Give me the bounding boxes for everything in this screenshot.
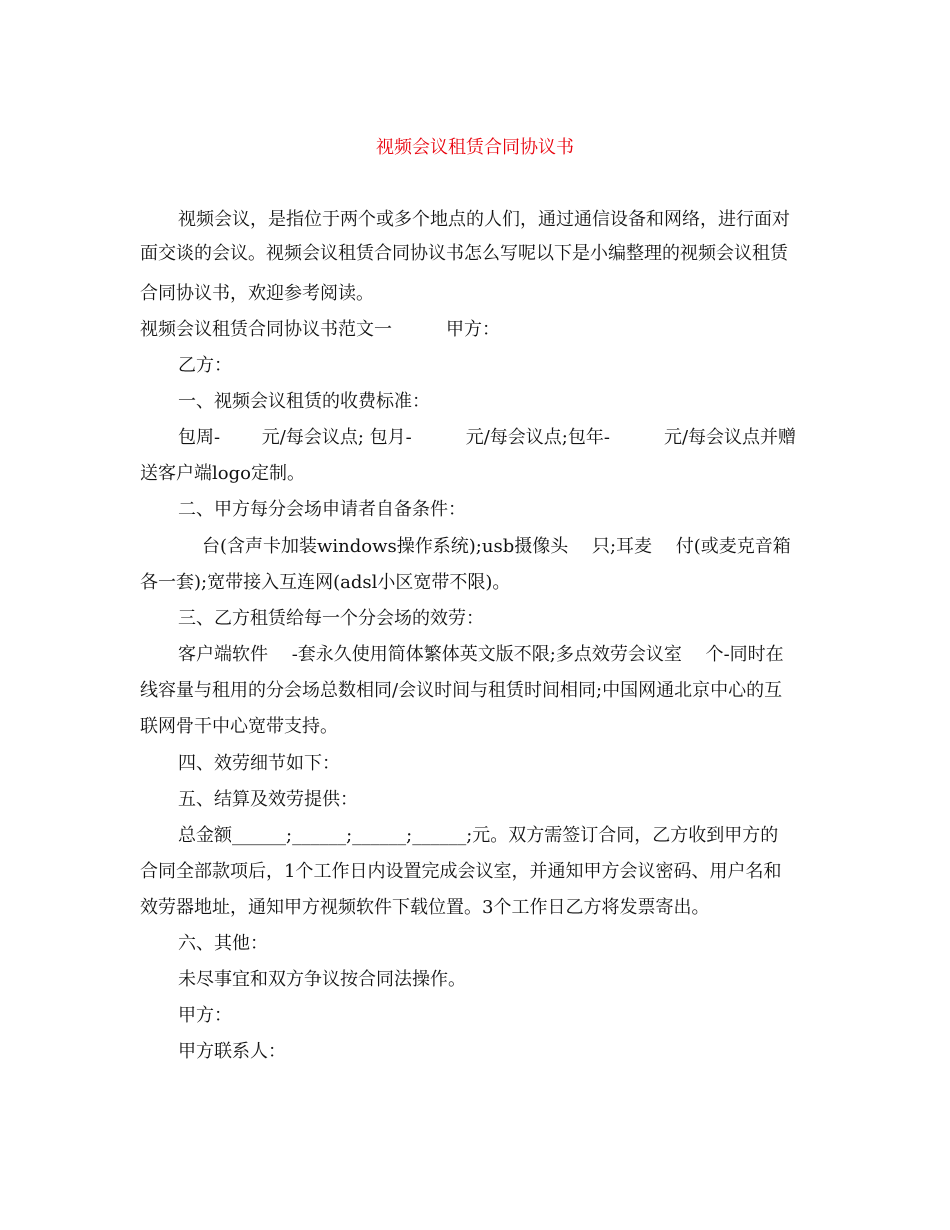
section-heading: 一、视频会议租赁的收费标准：: [178, 391, 430, 412]
paragraph-line: 面交谈的会议。视频会议租赁合同协议书怎么写呢以下是小编整理的视频会议租赁: [140, 243, 788, 264]
paragraph-line: 包周- 元/每会议点; 包月- 元/每会议点;包年- 元/每会议点并赠: [178, 427, 797, 448]
paragraph-line: 未尽事宜和双方争议按合同法操作。: [178, 969, 466, 990]
section-heading: 二、甲方每分会场申请者自备条件：: [178, 499, 466, 520]
document-title: 视频会议租赁合同协议书: [376, 137, 574, 158]
paragraph-line: 客户端软件 -套永久使用简体繁体英文版不限;多点效劳会议室 个-同时在: [178, 644, 784, 665]
paragraph-line: 总金额______;______;______;______;元。双方需签订合同，乙方收到甲方的: [178, 825, 779, 846]
paragraph-line: 合同协议书，欢迎参考阅读。: [140, 283, 374, 304]
paragraph-line: 送客户端logo定制。: [140, 463, 305, 484]
paragraph-line: 视频会议，是指位于两个或多个地点的人们，通过通信设备和网络，进行面对: [178, 209, 790, 230]
paragraph-line: 效劳器地址，通知甲方视频软件下载位置。3个工作日乙方将发票寄出。: [140, 897, 710, 918]
paragraph-line: 视频会议租赁合同协议书范文一 甲方：: [140, 319, 500, 340]
paragraph-line: 台(含声卡加装windows操作系统);usb摄像头 只;耳麦 付(或麦克音箱: [202, 536, 791, 557]
paragraph-line: 各一套);宽带接入互连网(adsl小区宽带不限)。: [140, 572, 511, 593]
signature-label: 甲方联系人：: [178, 1041, 286, 1062]
signature-label: 甲方：: [178, 1005, 232, 1026]
paragraph-line: 合同全部款项后，1个工作日内设置完成会议室，并通知甲方会议密码、用户名和: [140, 861, 782, 882]
section-heading: 三、乙方租赁给每一个分会场的效劳：: [178, 608, 484, 629]
section-heading: 六、其他：: [178, 933, 268, 954]
paragraph-line: 乙方：: [178, 355, 232, 376]
paragraph-line: 联网骨干中心宽带支持。: [140, 716, 338, 737]
section-heading: 五、结算及效劳提供：: [178, 789, 358, 810]
paragraph-line: 线容量与租用的分会场总数相同/会议时间与租赁时间相同;中国网通北京中心的互: [140, 680, 783, 701]
section-heading: 四、效劳细节如下：: [178, 753, 340, 774]
